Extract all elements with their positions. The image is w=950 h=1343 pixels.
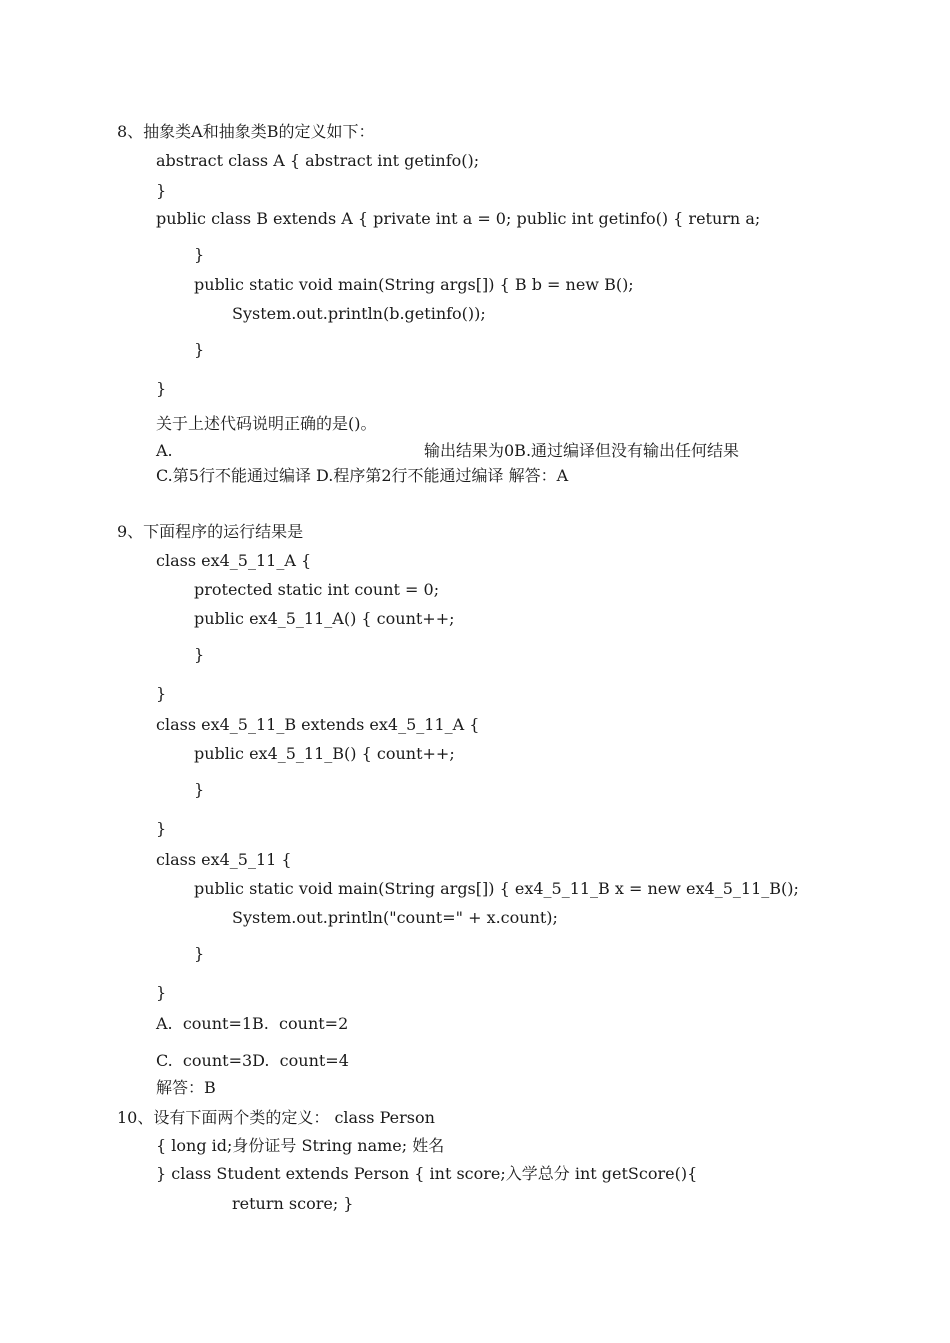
text-line: System.out.println(b.getinfo()); <box>232 304 486 323</box>
text-line: protected static int count = 0; <box>194 580 440 599</box>
text-line: { long id;身份证号 String name; 姓名 <box>156 1136 445 1155</box>
text-line: 8、抽象类A和抽象类B的定义如下： <box>117 122 375 141</box>
text-line: System.out.println("count=" + x.count); <box>232 908 558 927</box>
text-line: 输出结果为0B.通过编译但没有输出任何结果 <box>424 441 740 460</box>
text-line: } <box>194 944 205 963</box>
text-line: } <box>156 983 167 1002</box>
text-line: class ex4_5_11_B extends ex4_5_11_A { <box>156 715 480 734</box>
text-line: } <box>194 340 205 359</box>
text-line: C. count=3D. count=4 <box>156 1051 349 1070</box>
text-line: public static void main(String args[]) { B b = new B(); <box>194 275 634 294</box>
text-line: } <box>156 379 167 398</box>
text-line: public class B extends A { private int a = 0; public int getinfo() { return a; <box>156 209 761 228</box>
text-line: } <box>156 819 167 838</box>
text-line: } class Student extends Person { int score;入学总分 int getScore(){ <box>156 1164 698 1183</box>
text-line: public static void main(String args[]) { ex4_5_11_B x = new ex4_5_11_B(); <box>194 879 799 898</box>
text-line: public ex4_5_11_A() { count++; <box>194 609 455 628</box>
text-line: class ex4_5_11_A { <box>156 551 312 570</box>
text-line: abstract class A { abstract int getinfo(); <box>156 151 480 170</box>
text-line: } <box>156 181 167 200</box>
text-line: 关于上述代码说明正确的是()。 <box>156 414 377 433</box>
text-line: 解答：B <box>156 1078 216 1097</box>
text-line: 10、设有下面两个类的定义： class Person <box>117 1108 435 1127</box>
text-line: } <box>194 780 205 799</box>
text-line: } <box>194 645 205 664</box>
text-line: 9、下面程序的运行结果是 <box>117 522 304 541</box>
text-line: } <box>156 684 167 703</box>
text-line: public ex4_5_11_B() { count++; <box>194 744 455 763</box>
text-line: return score; } <box>232 1194 354 1213</box>
text-line: class ex4_5_11 { <box>156 850 292 869</box>
text-line: A. <box>156 441 173 460</box>
text-line: C.第5行不能通过编译 D.程序第2行不能通过编译 解答：A <box>156 466 569 485</box>
text-line: A. count=1B. count=2 <box>156 1014 349 1033</box>
text-line: } <box>194 245 205 264</box>
